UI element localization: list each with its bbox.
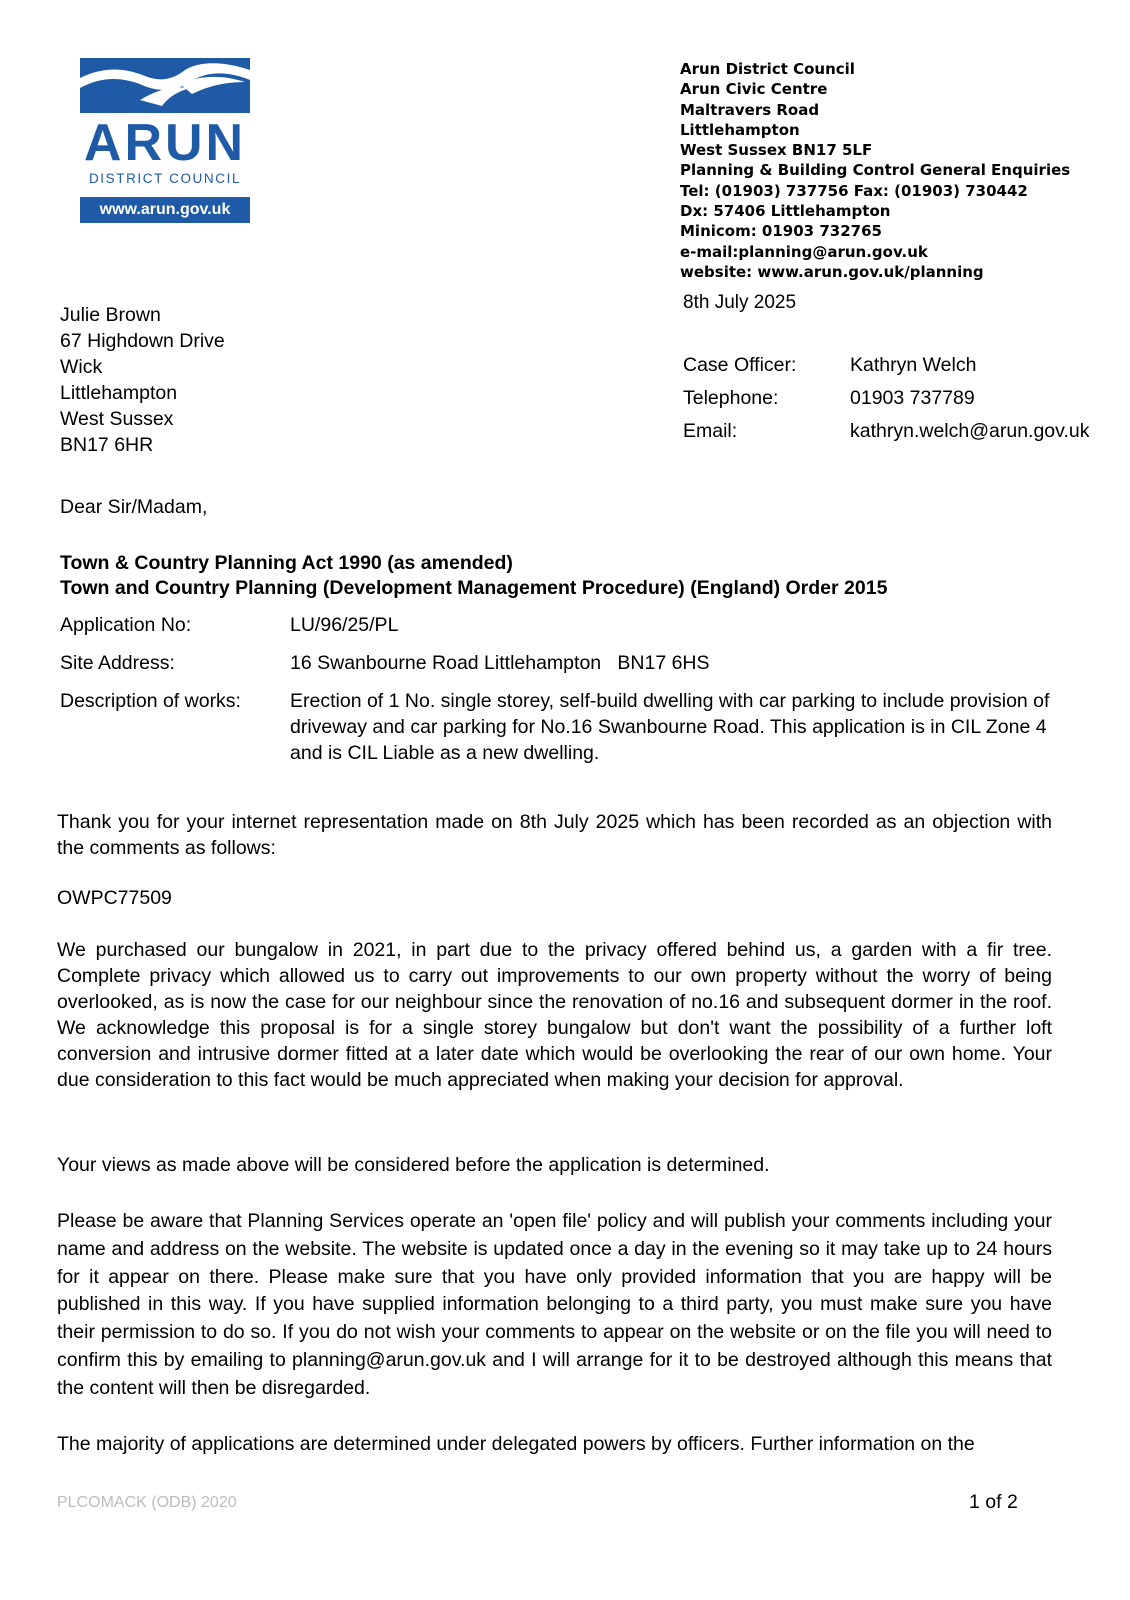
application-no-label: Application No: <box>60 614 192 636</box>
site-address-value: 16 Swanbourne Road Littlehampton BN17 6HS <box>290 652 710 674</box>
council-address-line: Maltravers Road <box>680 100 820 119</box>
council-address-line: Minicom: 01903 732765 <box>680 222 882 241</box>
council-address-line: Littlehampton <box>680 120 800 139</box>
council-address-line: Planning & Building Control General Enquiries <box>680 161 1071 180</box>
telephone-row <box>683 385 1089 418</box>
recipient-line: Julie Brown <box>60 304 161 326</box>
act-heading-2: Town and Country Planning (Development Management Procedure) (England) Order 2015 <box>60 577 888 599</box>
application-no-value: LU/96/25/PL <box>290 614 399 636</box>
recipient-line: Littlehampton <box>60 382 178 404</box>
application-details <box>60 612 1060 778</box>
council-address-line: website: www.arun.gov.uk/planning <box>680 262 984 281</box>
views-paragraph: Your views as made above will be considered before the application is determined. <box>57 1154 770 1176</box>
logo-subtitle: DISTRICT COUNCIL <box>88 171 242 186</box>
council-address-line: Dx: 57406 Littlehampton <box>680 202 891 221</box>
recipient-line: BN17 6HR <box>60 434 154 456</box>
thanks-paragraph: Thank you for your internet representation made on 8th July 2025 which has been recorded as an objection with the comments as follows: <box>57 811 1052 859</box>
logo-wave-graphic <box>80 58 250 113</box>
council-address-line: Arun District Council <box>680 60 855 78</box>
council-address-line: Arun Civic Centre <box>680 80 828 99</box>
council-logo <box>80 58 250 223</box>
logo-brand-text: ARUN <box>83 114 247 172</box>
description-row <box>60 688 1060 766</box>
council-address-line: West Sussex BN17 5LF <box>680 141 873 160</box>
description-label: Description of works: <box>60 690 241 712</box>
footer-code: PLCOMACK (ODB) 2020 <box>57 1494 237 1511</box>
letter-date: 8th July 2025 <box>683 292 797 313</box>
objection-paragraph: We purchased our bungalow in 2021, in part due to the privacy offered behind us, a garden with a fir tree. Complete privacy which allowed us to carry out improvements to our own property without the worry of being overlooked, as is now the case for our neighbour since the renovation of no.16 and subsequent dormer in the roof. We acknowledge this proposal is for a single storey bungalow but don't want the possibility of a further loft conversion and intrusive dormer fitted at a later date which would be overlooking the rear of our own home. Your due consideration to this fact would be much appreciated when making your decision for approval. <box>57 939 1052 1091</box>
majority-paragraph: The majority of applications are determined under delegated powers by officers. Further information on the <box>57 1433 975 1455</box>
council-address-line: Tel: (01903) 737756 Fax: (01903) 730442 <box>680 181 1028 200</box>
recipient-line: 67 Highdown Drive <box>60 330 225 352</box>
act-heading-1: Town & Country Planning Act 1990 (as amended) <box>60 552 513 574</box>
salutation: Dear Sir/Madam, <box>60 496 208 518</box>
council-address-line: e-mail:planning@arun.gov.uk <box>680 242 928 261</box>
open-file-paragraph: Please be aware that Planning Services operate an 'open file' policy and will publish your comments including your name and address on the website. The website is updated once a day in the evening so it may take up to 24 hours for it appear on there. Please make sure that you have only provided information that you are happy will be published in this way. If you have supplied information belonging to a third party, you must make sure you have their permission to do so. If you do not wish your comments to appear on the website or on the file you will need to confirm this by emailing to planning@arun.gov.uk and I will arrange for it to be destroyed although this means that the content will then be disregarded. <box>57 1210 1052 1399</box>
site-address-label: Site Address: <box>60 652 175 674</box>
description-value: Erection of 1 No. single storey, self-build dwelling with car parking to include provision of driveway and car parking for No.16 Swanbourne Road. This application is in CIL Zone 4 and is CIL Liable as a new dwelling. <box>290 690 1050 764</box>
telephone-label: Telephone: <box>683 387 779 409</box>
application-no-row <box>60 612 1060 638</box>
logo-website: www.arun.gov.uk <box>80 197 250 223</box>
reference-code: OWPC77509 <box>57 887 172 909</box>
email-label: Email: <box>683 420 738 442</box>
telephone-value: 01903 737789 <box>850 387 975 409</box>
recipient-line: West Sussex <box>60 408 174 430</box>
email-value: kathryn.welch@arun.gov.uk <box>850 420 1090 442</box>
page-number: 1 of 2 <box>969 1491 1018 1513</box>
case-officer-row <box>683 352 1089 385</box>
site-address-row <box>60 650 1060 676</box>
email-row <box>683 418 1089 451</box>
case-officer-label: Case Officer: <box>683 354 797 376</box>
recipient-line: Wick <box>60 356 103 378</box>
case-officer-value: Kathryn Welch <box>850 354 977 376</box>
recipient-address <box>60 302 225 458</box>
officer-details <box>683 352 1089 451</box>
council-address-block <box>680 59 1120 282</box>
